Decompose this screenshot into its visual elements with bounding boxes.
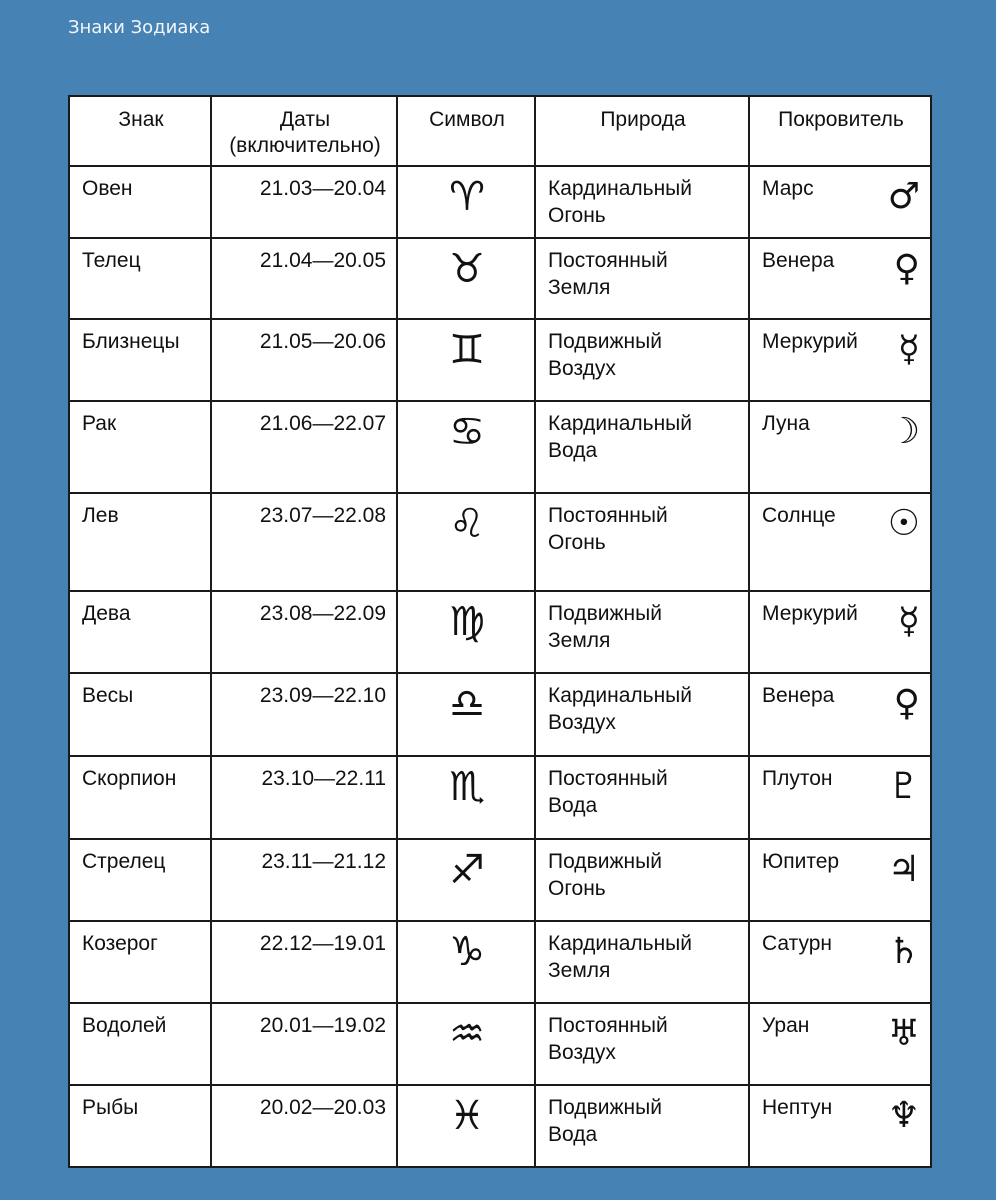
sign-quality: Подвижный xyxy=(548,330,662,353)
ruler-name: Марс xyxy=(762,177,814,200)
zodiac-symbol-icon: ♏ xyxy=(397,756,535,839)
sign-dates: 23.10—22.11 xyxy=(211,756,397,839)
header-nature: Природа xyxy=(535,96,749,166)
sign-nature xyxy=(535,756,749,839)
table-row xyxy=(69,756,931,839)
sign-nature xyxy=(535,166,749,238)
ruler-name: Солнце xyxy=(762,504,836,527)
sign-ruler xyxy=(749,839,931,921)
sign-quality: Постоянный xyxy=(548,1014,668,1037)
sign-ruler xyxy=(749,401,931,493)
sign-ruler xyxy=(749,673,931,756)
planet-symbol-icon: ♅ xyxy=(887,1013,920,1054)
table-row xyxy=(69,238,931,319)
sign-nature xyxy=(535,1085,749,1167)
sign-ruler xyxy=(749,591,931,673)
sign-nature xyxy=(535,493,749,591)
table-row xyxy=(69,493,931,591)
zodiac-symbol-icon: ♓ xyxy=(397,1085,535,1167)
zodiac-table xyxy=(68,95,930,1166)
ruler-name: Венера xyxy=(762,249,835,272)
header-symbol: Символ xyxy=(397,96,535,166)
ruler-name: Меркурий xyxy=(762,602,858,625)
sign-name: Козерог xyxy=(69,921,211,1003)
ruler-name: Сатурн xyxy=(762,932,833,955)
sign-dates: 21.06—22.07 xyxy=(211,401,397,493)
planet-symbol-icon: ☿ xyxy=(897,601,920,642)
sign-element: Вода xyxy=(548,1123,598,1146)
sign-name: Лев xyxy=(69,493,211,591)
sign-ruler xyxy=(749,1085,931,1167)
sign-quality: Кардинальный xyxy=(548,177,692,200)
sign-element: Огонь xyxy=(548,877,606,900)
planet-symbol-icon: ♀ xyxy=(893,248,920,289)
page-title: Знаки Зодиака xyxy=(68,17,211,38)
sign-ruler xyxy=(749,1003,931,1085)
sign-nature xyxy=(535,238,749,319)
sign-element: Земля xyxy=(548,959,611,982)
sign-nature xyxy=(535,319,749,401)
sign-name: Водолей xyxy=(69,1003,211,1085)
sign-ruler xyxy=(749,756,931,839)
planet-symbol-icon: ♀ xyxy=(893,683,920,724)
header-ruler: Покровитель xyxy=(749,96,931,166)
header-dates-line2: (включительно) xyxy=(229,134,381,157)
sign-dates: 20.02—20.03 xyxy=(211,1085,397,1167)
zodiac-symbol-icon: ♊ xyxy=(397,319,535,401)
zodiac-symbol-icon: ♌ xyxy=(397,493,535,591)
planet-symbol-icon: ♃ xyxy=(887,849,920,890)
ruler-name: Меркурий xyxy=(762,330,858,353)
zodiac-symbol-icon: ♑ xyxy=(397,921,535,1003)
table-row xyxy=(69,921,931,1003)
ruler-name: Плутон xyxy=(762,767,833,790)
zodiac-symbol-icon: ♍ xyxy=(397,591,535,673)
table-row xyxy=(69,1003,931,1085)
table-row xyxy=(69,673,931,756)
sign-element: Воздух xyxy=(548,357,616,380)
ruler-name: Нептун xyxy=(762,1096,833,1119)
planet-symbol-icon: ♆ xyxy=(887,1095,920,1136)
sign-name: Стрелец xyxy=(69,839,211,921)
header-dates-line1: Даты xyxy=(279,108,331,131)
sign-element: Огонь xyxy=(548,204,606,227)
sign-dates: 23.08—22.09 xyxy=(211,591,397,673)
sign-element: Земля xyxy=(548,629,611,652)
sign-ruler xyxy=(749,166,931,238)
header-sign: Знак xyxy=(69,96,211,166)
table-header-row xyxy=(69,96,931,166)
sign-quality: Подвижный xyxy=(548,602,662,625)
sign-dates: 21.05—20.06 xyxy=(211,319,397,401)
sign-element: Вода xyxy=(548,439,598,462)
sign-dates: 22.12—19.01 xyxy=(211,921,397,1003)
sign-name: Рыбы xyxy=(69,1085,211,1167)
ruler-name: Луна xyxy=(762,412,810,435)
sign-quality: Кардинальный xyxy=(548,684,692,707)
sign-element: Огонь xyxy=(548,531,606,554)
sign-name: Близнецы xyxy=(69,319,211,401)
sign-dates: 23.09—22.10 xyxy=(211,673,397,756)
sign-ruler xyxy=(749,921,931,1003)
sign-name: Телец xyxy=(69,238,211,319)
planet-symbol-icon: ☽ xyxy=(887,411,920,452)
sign-name: Скорпион xyxy=(69,756,211,839)
sign-element: Земля xyxy=(548,276,611,299)
sign-name: Весы xyxy=(69,673,211,756)
sign-nature xyxy=(535,1003,749,1085)
sign-ruler xyxy=(749,493,931,591)
sign-name: Овен xyxy=(69,166,211,238)
sign-quality: Постоянный xyxy=(548,504,668,527)
sign-quality: Кардинальный xyxy=(548,412,692,435)
planet-symbol-icon: ♇ xyxy=(887,766,920,807)
planet-symbol-icon: ☿ xyxy=(897,329,920,370)
planet-symbol-icon: ♂ xyxy=(887,176,920,217)
sign-nature xyxy=(535,839,749,921)
sign-dates: 23.11—21.12 xyxy=(211,839,397,921)
sign-quality: Кардинальный xyxy=(548,932,692,955)
table-row xyxy=(69,839,931,921)
planet-symbol-icon: ☉ xyxy=(887,503,920,544)
sign-quality: Постоянный xyxy=(548,767,668,790)
planet-symbol-icon: ♄ xyxy=(887,931,920,972)
ruler-name: Венера xyxy=(762,684,835,707)
sign-element: Вода xyxy=(548,794,598,817)
sign-name: Рак xyxy=(69,401,211,493)
sign-dates: 23.07—22.08 xyxy=(211,493,397,591)
sign-nature xyxy=(535,921,749,1003)
sign-ruler xyxy=(749,238,931,319)
sign-quality: Подвижный xyxy=(548,1096,662,1119)
ruler-name: Юпитер xyxy=(762,850,840,873)
sign-dates: 21.04—20.05 xyxy=(211,238,397,319)
sign-nature xyxy=(535,591,749,673)
sign-dates: 21.03—20.04 xyxy=(211,166,397,238)
sign-quality: Постоянный xyxy=(548,249,668,272)
zodiac-symbol-icon: ♒ xyxy=(397,1003,535,1085)
table-row xyxy=(69,401,931,493)
table-row xyxy=(69,319,931,401)
table-row xyxy=(69,591,931,673)
sign-element: Воздух xyxy=(548,711,616,734)
ruler-name: Уран xyxy=(762,1014,810,1037)
header-dates xyxy=(211,96,397,166)
sign-name: Дева xyxy=(69,591,211,673)
zodiac-symbol-icon: ♋ xyxy=(397,401,535,493)
sign-dates: 20.01—19.02 xyxy=(211,1003,397,1085)
sign-element: Воздух xyxy=(548,1041,616,1064)
zodiac-symbol-icon: ♎ xyxy=(397,673,535,756)
zodiac-symbol-icon: ♐ xyxy=(397,839,535,921)
zodiac-symbol-icon: ♈ xyxy=(397,166,535,238)
zodiac-symbol-icon: ♉ xyxy=(397,238,535,319)
table-row xyxy=(69,1085,931,1167)
sign-quality: Подвижный xyxy=(548,850,662,873)
table-row xyxy=(69,166,931,238)
sign-ruler xyxy=(749,319,931,401)
sign-nature xyxy=(535,401,749,493)
sign-nature xyxy=(535,673,749,756)
